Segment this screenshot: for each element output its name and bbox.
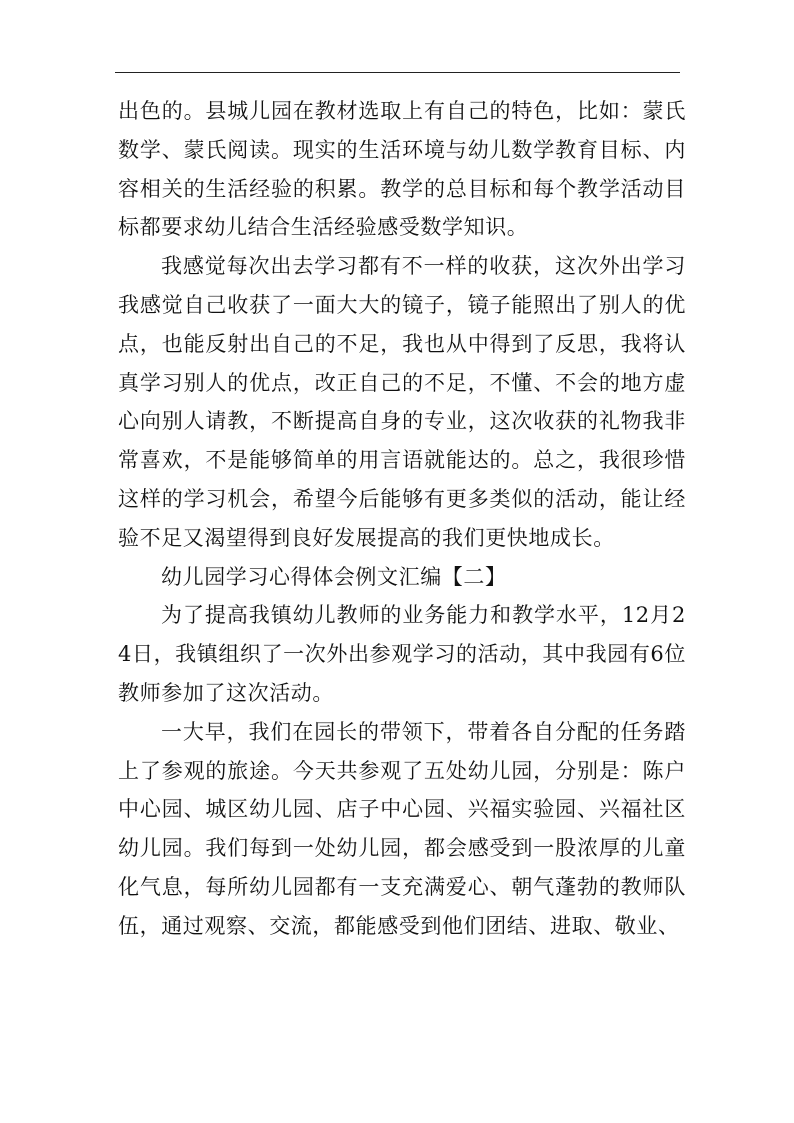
paragraph-visit-details: 一大早，我们在园长的带领下，带着各自分配的任务踏上了参观的旅途。今天共参观了五处幼儿园，分别是：陈户中心园、城区幼儿园、店子中心园、兴福实验园、兴福社区幼儿园。我们每到一处幼儿园，都会感受到一股浓厚的儿童化气息，每所幼儿园都有一支充满爱心、朝气蓬勃的教师队伍，通过观察、交流，都能感受到他们团结、进取、敬业、 [118,719,686,938]
header-rule [115,72,680,73]
document-body [118,92,686,946]
section-heading: 幼儿园学习心得体会例文汇编【二】 [161,564,507,589]
paragraph-visit-intro: 为了提高我镇幼儿教师的业务能力和教学水平，12月24日，我镇组织了一次外出参观学习的活动，其中我园有6位教师参加了这次活动。 [118,603,686,705]
paragraph-intro-continuation: 出色的。县城儿园在教材选取上有自己的特色，比如：蒙氏数学、蒙氏阅读。现实的生活环境与幼儿数学教育目标、内容相关的生活经验的积累。教学的总目标和每个教学活动目标都要求幼儿结合生活经验感受数学知识。 [118,99,686,240]
paragraph-learning-reflection: 我感觉每次出去学习都有不一样的收获，这次外出学习我感觉自己收获了一面大大的镜子，镜子能照出了别人的优点，也能反射出自己的不足，我也从中得到了反思，我将认真学习别人的优点，改正自己的不足，不懂、不会的地方虚心向别人请教，不断提高自身的专业，这次收获的礼物我非常喜欢，不是能够简单的用言语就能达的。总之，我很珍惜这样的学习机会，希望今后能够有更多类似的活动，能让经验不足又渴望得到良好发展提高的我们更快地成长。 [118,254,686,550]
